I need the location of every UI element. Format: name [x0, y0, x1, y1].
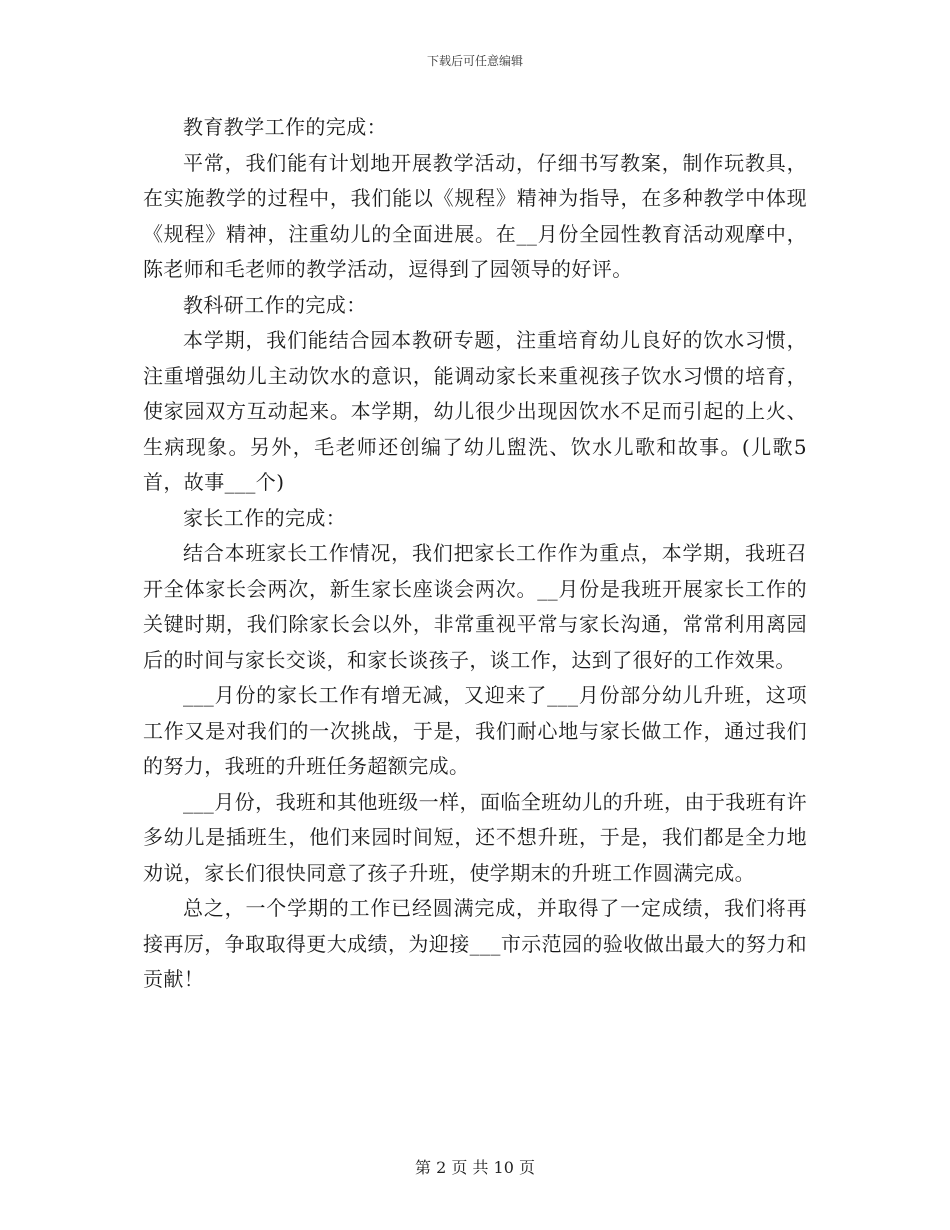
paragraph-parents-2: ___月份的家长工作有增无减，又迎来了___月份部分幼儿升班，这项工作又是对我们的一次挑战，于是，我们耐心地与家长做工作，通过我们的努力，我班的升班任务超额完成。 — [143, 683, 807, 778]
page-footer-number: 第 2 页 共 10 页 — [415, 1158, 535, 1177]
page-header-note: 下载后可任意编辑 — [426, 54, 523, 68]
paragraph-research: 本学期，我们能结合园本教研专题，注重培育幼儿良好的饮水习惯，注重增强幼儿主动饮水的意识，能调动家长来重视孩子饮水习惯的培育，使家园双方互动起来。本学期，幼儿很少出现因饮水不足而引起的上火、生病现象。另外，毛老师还创编了幼儿盥洗、饮水儿歌和故事。(儿歌5首，故事___个) — [143, 328, 807, 494]
paragraph-teaching: 平常，我们能有计划地开展教学活动，仔细书写教案，制作玩教具，在实施教学的过程中，我们能以《规程》精神为指导，在多种教学中体现《规程》精神，注重幼儿的全面进展。在__月份全园性教育活动观摩中，陈老师和毛老师的教学活动，逗得到了园领导的好评。 — [143, 150, 807, 281]
section-heading-parents: 家长工作的完成： — [183, 505, 347, 530]
document-body — [143, 110, 807, 998]
section-heading-research: 教科研工作的完成： — [183, 292, 367, 317]
section-heading-teaching: 教育教学工作的完成： — [183, 115, 387, 139]
paragraph-summary: 总之，一个学期的工作已经圆满完成，并取得了一定成绩，我们将再接再厉，争取取得更大成绩，为迎接___市示范园的验收做出最大的努力和贡献！ — [143, 896, 807, 991]
paragraph-parents-1: 结合本班家长工作情况，我们把家长工作作为重点，本学期，我班召开全体家长会两次，新生家长座谈会两次。__月份是我班开展家长工作的关键时期，我们除家长会以外，非常重视平常与家长沟通，常常利用离园后的时间与家长交谈，和家长谈孩子，谈工作，达到了很好的工作效果。 — [143, 541, 807, 672]
paragraph-parents-3: ___月份，我班和其他班级一样，面临全班幼儿的升班，由于我班有许多幼儿是插班生，他们来园时间短，还不想升班，于是，我们都是全力地劝说，家长们很快同意了孩子升班，使学期末的升班工作圆满完成。 — [143, 789, 807, 885]
